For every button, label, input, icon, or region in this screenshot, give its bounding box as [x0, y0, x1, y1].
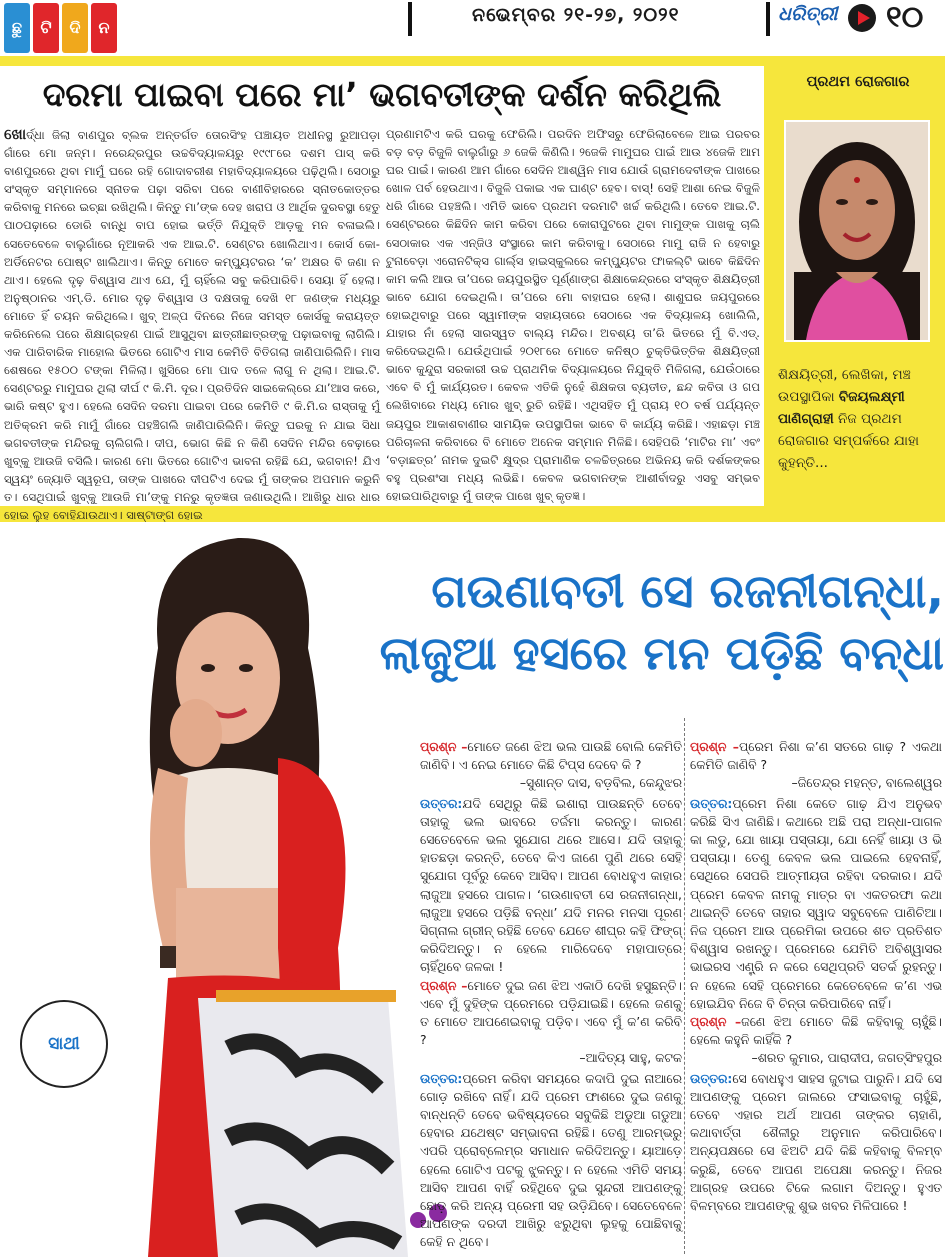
- question-text: ମୋତେ ଜଣେ ଝିଅ ଭଲ ପାଉଛି ବୋଲି କେମିତି ଜାଣିବି। ଏ ନେଇ ମୋତେ କିଛି ଟିପ୍ସ ଦେବେ କି ?: [420, 739, 682, 773]
- page-number: ୧୦: [886, 0, 924, 35]
- question-signature: –ଶରତ କୁମାର, ପାରାଦୀପ, ଜଗତ୍‌ସିଂହପୁର: [751, 1050, 942, 1066]
- page-header: [0, 0, 945, 56]
- answer-label: ଉତ୍ତର:: [420, 1070, 463, 1086]
- column-1-text: ର୍ଦ୍ଧା ଜିଲା ବାଣପୁର ବ୍ଲକ ଅନ୍ତର୍ଗତ ତୋରସିଂହ ପଞ୍ଚାୟତ ଅଧୀନସ୍ଥ ରୁଆପଡ଼ା ଗାଁରେ ମୋ ଜନ୍ମ। ନରେନ୍ଦ୍ରପୁର ଉଚ୍ଚବିଦ୍ୟାଳୟରୁ ୧୯୯୮ରେ ଦଶମ ପାସ୍ କରି ବାଣପୁରରେ ଥିବା ମାମୁଁ ଘରେ ରହି ଗୋଦାବରୀଶ ମହାବିଦ୍ୟାଳୟରେ ପଢ଼ିଥିଲି। ସେଠାରୁ ସଂସ୍କୃତ ସମ୍ମାନରେ ସ୍ନାତକ ପଢ଼ା ସରିବା ପରେ ବାଣୀବିହାରରେ ସ୍ନାତକୋତ୍ତର କରିବାକୁ ମନରେ ଇଚ୍ଛା ରଖିଥିଲି। କିନ୍ତୁ ମା’ଙ୍କ ଦେହ ଖରାପ ଓ ଆର୍ଥିକ ଦୁରବସ୍ଥା ହେତୁ ପାଠପଢ଼ାରେ ଡୋରି ବାନ୍ଧି ବାପ ହୋଇ ଭର୍ତ୍ତି ନିଯୁକ୍ତି ଆଡ଼କୁ ମନ ବଳାଇଲି। ସେତେବେଳେ ବାଲୁଗାଁରେ ନୂଆକରି ଏକ ଆଇ.ଟି. ସେଣ୍ଟର ଖୋଲିଥାଏ। କୋର୍ସ କୋ-ଅର୍ଡିନେଟର ପୋଷ୍ଟ ଖାଲିଥାଏ। କିନ୍ତୁ ମୋତେ କମ୍ପ୍ୟୁଟରର ‘କ’ ଅକ୍ଷର ବି ଜଣା ନ ଥାଏ। ହେଲେ ଦୃଢ଼ ବିଶ୍ୱାସ ଥାଏ ଯେ, ମୁଁ ଚାହିଁଲେ ସବୁ କରିପାରିବି। ସେୟା ହିଁ ହେଲା। ଅନୁଷ୍ଠାନର ଏମ୍.ଡି. ମୋର ଦୃଢ଼ ବିଶ୍ୱାସ ଓ ଦକ୍ଷତାକୁ ଦେଖି ୧୮ ଜଣଙ୍କ ମଧ୍ୟରୁ ମୋତେ ହିଁ ଚୟନ କରିଥିଲେ। ଖୁବ୍ ଅଳ୍ପ ଦିନରେ ନିଜେ ସମସ୍ତ କୋର୍ସକୁ କରାୟତ୍ତ କରିନେଲେ ପରେ ଶିକ୍ଷାଗ୍ରହଣ ପାଇଁ ଆସୁଥିବା ଛାତ୍ରୀଛାତ୍ରଙ୍କୁ ପଢ଼ାଇବାକୁ ଲାଗିଲି। ଏକ ପାରିବାରିକ ମାହୋଲ ଭିତରେ ଗୋଟିଏ ମାସ କେମିତି ବିତିଗଲା ଜାଣିପାରିଲିନି। ମାସ ଶେଷରେ ୧୫୦୦ ଟଙ୍କା ମିଳିଲା। ଖୁସିରେ ମୋ ପାଦ ତଳେ ଲାଗୁ ନ ଥିଲା। ଆଇ.ଟି. ସେଣ୍ଟରରୁ ମାମୁଘର ଥିଲା ଦୀର୍ଘ ୯ କି.ମି. ଦୂର। ପ୍ରତିଦିନ ସାଇକେଲ୍‌ରେ ଯା’ଆସ କରେ, ଭାରି କଷ୍ଟ ହୁଏ। ହେଲେ ସେଦିନ ଦରମା ପାଇବା ପରେ କେମିତି ୯ କି.ମି.ର ରାସ୍ତାକୁ ମୁଁ ଅତିକ୍ରମ କରି ମାମୁଁ ଗାଁରେ ପହଞ୍ଚିଗଲି ଜାଣିପାରିଲିନି। କିନ୍ତୁ ଘରକୁ ନ ଯାଇ ସିଧା ଭଗବତୀଙ୍କ ମନ୍ଦିରକୁ ଚାଲିଗଲି। ଦୀପ, ଭୋଗ କିଛି ନ କିଣି ସେଦିନ ମନ୍ଦିର ବେଢ଼ାରେ ଖୁବ୍‌କୁ ଆଉଜି ବସିଲି। କାରଣ ମୋ ଭିତରେ ଗୋଟିଏ ଭାବନା ରହିଛି ଯେ, ଭଗବାନ! ଯିଏ ସ୍ୱୟଂ ଜ୍ୟୋତି ସ୍ୱରୂପ, ତାଙ୍କ ପାଖରେ ଦୀପଟିଏ ଦେଇ ମୁଁ ତାଙ୍କର ଅପମାନ କରୁନି ତ। ସେଥିପାଇଁ ଖୁବ୍‌କୁ ଆଉଜି ମା’ଙ୍କୁ ମନରୁ କୃତଜ୍ଞତା ଜଣାଉଥିଲି। ଆଖିରୁ ଧାର ଧାର ହୋଇ ଲୁହ ବୋହିଯାଉଥାଏ। ସାଷ୍ଟାଙ୍ଗ ହୋଇ: [4, 128, 380, 522]
- answer: [690, 795, 942, 1013]
- author-photo: [786, 122, 928, 340]
- question-text: ମୋତେ ଦୁଇ ଜଣ ଝିଅ ଏକାଠି ଦେଖି ହସୁଛନ୍ତି। ଏବେ ମୁଁ ଦୁହିଙ୍କ ପ୍ରେମରେ ପଡ଼ିଯାଇଛି। ହେଲେ ଜଣକୁ ତ ମୋତେ ଆପଣେଇବାକୁ ପଡ଼ିବ। ଏବେ ମୁଁ କ’ଣ କରିବି ?: [420, 977, 682, 1048]
- dropcap: ଖୋ: [4, 125, 27, 143]
- answer-label: ଉତ୍ତର:: [690, 1070, 733, 1086]
- column-divider: [684, 718, 685, 1254]
- answer-label: ଉତ୍ତର:: [420, 795, 463, 811]
- answer-text: ପ୍ରେମ ନିଶା କେତେ ଗାଢ଼ ଯିଏ ଅନୁଭବ କରିଛି ସିଏ ଜାଣିଛି। କଥାରେ ଅଛି ପରା ଅନ୍ଧା-ପାଗଳ କା ଲଡୁ, ଯୋ ଖାୟା ପସ୍ତାୟା, ଯୋ ନେହିଁ ଖାୟା ଓ ଭି ପସ୍ତାୟା। ତେଣୁ କେବଳ ଭଲ ପାଇଲେ ହେବନାହିଁ, ସେଥିରେ ସେପରି ଆତ୍ମୀୟତା ରହିବା ଦରକାର। ଯଦି ପ୍ରେମ କେବଳ ନାମକୁ ମାତ୍ର ବା ଏକତରଫା କଥା ଥାଇନ୍ତି ତେବେ ତାହାର ସ୍ୱାଦ ସବୁବେଳେ ପାଣିଚିଆ। ନିଜ ପ୍ରେମ ଆଉ ପ୍ରେମିକା ଉପରେ ଶତ ପ୍ରତିଶତ ବିଶ୍ୱାସ ରଖନ୍ତୁ। ପ୍ରେମରେ ଯେମିତି ଅବିଶ୍ୱାସର ଭାଇରସ ଏଣ୍ଟ୍ରି ନ କରେ ସେଥିପ୍ରତି ସତର୍କ ରୁହନ୍ତୁ। ନ ହେଲେ ସେହି ପ୍ରେମରେ କେତେବେଳେ କ’ଣ ଏଭ ହୋଇଯିବ ନିଜେ ବି ଚିନ୍ତା କରିପାରିବେ ନାହିଁ।: [690, 795, 942, 1011]
- top-article-column-2: ପ୍ରଣାମଟିଏ କରି ଘରକୁ ଫେରିଲି। ପରଦିନ ଅଫିସରୁ ଫେରିଲାବେଳେ ଆଇ ପରବର ବଡ଼ ବଡ଼ ବିଜୁଳି ବାଲୁଗାଁରୁ ୬ ଜେକି କିଣିଲି। ୨ଜେକି ମାମୁଘର ପାଇଁ ଆଉ ୪ଜେକି ଆମ ଘର ପାଇଁ। କାରଣ ଆମ ଗାଁରେ ସେଦିନ ଆଶ୍ୱିନ ମାସ ଯୋଉଁ ଗ୍ରାମଦେବୀଙ୍କ ପାଖରେ ଖୋଳ ପର୍ବ ହେଉଥାଏ। ବିଜୁଳି ପକାଇ ଏକ ଘାଣ୍ଟ ହେବ। ବାସ୍! ସେହି ଆଶା ନେଇ ବିଜୁଳି ଧରି ଗାଁରେ ପହଞ୍ଚଲି। ଏମିତି ଭାବେ ପ୍ରଥମ ଦରମାଟି ଖର୍ଚ୍ଚ କରିଥିଲି। ତେବେ ଆଇ.ଟି. ସେଣ୍ଟରରେ କିଛିଦିନ କାମ କରିବା ପରେ କୋରାପୁଟରେ ଥିବା ମାମୁଙ୍କ ପାଖକୁ ଚାଲି ସେଠାକାର ଏକ ଏନ୍‌ଜିଓ ସଂସ୍ଥାରେ କାମ କରିବାକୁ। ସେଠାରେ ମାମୁ ରାଜି ନ ହେବାରୁ ଟୁନାବେଡ଼ା ଏରୋନଟିକ୍ସ ଗାର୍ଲ୍ସ ହାଇସ୍କୁଲରେ କମ୍ପ୍ୟୁଟର ଫାକଲ୍ଟି ଭାବେ କିଛିଦିନ କାମ କଲି ଆଉ ତା’ପରେ ଜୟପୁରସ୍ଥିତ ପୂର୍ଣ୍ଣାଙ୍ଗ ଶିକ୍ଷାକେନ୍ଦ୍ରରେ ସଂସ୍କୃତ ଶିକ୍ଷୟିତ୍ରୀ ଭାବେ ଯୋଗ ଦେଇଥିଲି। ତା’ପରେ ମୋ ବାହାଘର ହେଲା। ଶାଶୁଘର ଜୟପୁରରେ ହୋଇଥିବାରୁ ପରେ ସ୍ୱାମୀଙ୍କ ସହାୟତାରେ ସେଠାରେ ଏକ ବିଦ୍ୟାଳୟ ଖୋଲିଲି, ଯାହାର ନାଁ ହେଲା ସାରସ୍ୱତ ବାଲ୍ୟ ମନ୍ଦିର। ଅବଶ୍ୟ ତା’ରି ଭିତରେ ମୁଁ ବି.ଏଡ୍. କରିଦେଇଥିଲି। ଯେଉଁଥିପାଇଁ ୨୦୧୮ରେ ମୋତେ କନିଷ୍ଠ ଚୁକ୍ତିଭିତ୍ତିକ ଶିକ୍ଷୟିତ୍ରୀ ଭାବେ କୁନ୍ଦୁରା ସରକାରୀ ଉଚ୍ଚ ପ୍ରାଥମିକ ବିଦ୍ୟାଳୟରେ ନିଯୁକ୍ତି ମିଳିଗଲା, ଯେଉଁଠାରେ ଏବେ ବି ମୁଁ କାର୍ଯ୍ୟରତ। କେବଳ ଏତିକି ନୁହେଁ ଶିକ୍ଷକତା ବ୍ୟତୀତ, ଛନ୍ଦ କବିତା ଓ ଗପ ଲେଖିବାରେ ମଧ୍ୟ ମୋର ଖୁବ୍ ରୁଚି ରହିଛି। ଏଥିସହିତ ମୁଁ ପ୍ରାୟ ୧୦ ବର୍ଷ ପର୍ଯ୍ୟନ୍ତ ଜୟପୁର ଆକାଶବାଣୀର ସାମୟିକ ଉପସ୍ଥାପିକା ଭାବେ ବି କାର୍ଯ୍ୟ କରିଛି। ଏହାଛଡ଼ା ମଞ୍ଚ ପରିଚାଳନା କରିବାରେ ବି ମୋତେ ଅନେକ ସମ୍ମାନ ମିଳିଛି। ସେହିପରି ‘ମାଟିର ମା’ ଏବଂ ‘ବଡ଼ାଛତ୍ର’ ନାମକ ଦୁଇଟି କ୍ଷୁଦ୍ର ପ୍ରାମାଣିକ ଚଳଚ୍ଚିତ୍ରରେ ଅଭିନୟ କରି ଦର୍ଶକଙ୍କର ବହୁ ପ୍ରଶଂସା ମଧ୍ୟ ଲଭିଛି। କେବଳ ଭଗବାନଙ୍କ ଆଶୀର୍ବାଦରୁ ଏସବୁ ସମ୍ଭବ ହୋଇପାରିଥିବାରୁ ମୁଁ ତାଙ୍କ ପାଖେ ଖୁବ୍ କୃତଜ୍ଞ।: [386, 127, 760, 503]
- caption-outro: ନିଜ ପ୍ରଥମ ରୋଜଗାର ସମ୍ପର୍କରେ ଯାହା କୁହନ୍ତି...: [778, 411, 919, 471]
- brand-name: ଧରିତ୍ରୀ: [778, 3, 838, 25]
- header-divider: [408, 2, 412, 36]
- question: [690, 1013, 942, 1049]
- question: [690, 738, 942, 774]
- sathi-badge: ସାଥୀ: [20, 1000, 108, 1088]
- section-logo: [4, 3, 117, 53]
- answer: [420, 1070, 682, 1252]
- qa-column-1: [420, 738, 682, 1257]
- question: [420, 738, 682, 774]
- question-signature: –ଜିତେନ୍ଦ୍ର ମହନ୍ତ, ବାଲେଶ୍ୱର: [791, 775, 942, 791]
- qa-column-2: [690, 738, 942, 1257]
- answer: [690, 1070, 942, 1216]
- logo-letter: ଛୁ: [4, 3, 30, 53]
- issue-date: ନଭେମ୍ବର ୨୧-୨୭, ୨୦୨୧: [472, 4, 680, 26]
- answer-text: ଯଦି ସେଥିରୁ କିଛି ଇଶାରା ପାଉଛନ୍ତି ତେବେ ତାହାକୁ ଭଲ ଭାବରେ ତର୍ଜମା କରନ୍ତୁ। କାରଣ ସେତେବେଳେ ଭଲ ସୁଯୋଗ ଥରେ ଆସେ। ଯଦି ତାହାକୁ ହାତଛଡ଼ା କରନ୍ତି, ତେବେ କିଏ ଜାଣେ ପୁଣି ଥରେ ସେହି ସୁଯୋଗ ପୂର୍ବରୁ କେବେ ଆସିବ। ଆପଣ ବୋଧହୁଏ କାହାର ଲାଜୁଆ ହସରେ ପାଗଳ। ‘ଗଉଣାବତୀ ସେ ରଜନୀଗନ୍ଧା, ଲାଜୁଆ ହସରେ ପଡ଼ିଛି ବନ୍ଧା’ ଯଦି ମନର ମନସା ପୂରଣ ସିଗ୍‌ନାଲ ଗ୍ରୀନ୍ ରହିଛି ତେବେ ଯେତେ ଶୀଘ୍ର କହି ଫିଙ୍ଗ୍ କରିଦିଅନ୍ତୁ। ନ ହେଲେ ମାରିଦେବେ ମହାପାତ୍ରେ ଚାହିଁଥିବେ ଜଳକା !: [420, 795, 682, 975]
- header-divider: [766, 2, 770, 36]
- question-text: ଜଣେ ଝିଅ ମୋତେ କିଛି କହିବାକୁ ଚାହୁଁଛି। ହେଲେ କହୁନି କାହିଁକି ?: [690, 1014, 942, 1048]
- answer-text: ସେ ବୋଧହୁଏ ସାହସ ଜୁଟାଇ ପାରୁନି। ଯଦି ସେ ଆପଣଙ୍କୁ ପ୍ରେମ ଜାଲରେ ଫସାଇବାକୁ ଚାହୁଁଛି, ତେବେ ଏହାର ଅର୍ଥ ଆପଣ ତାଙ୍କର ଚାହାଣି, କଥାବାର୍ତ୍ତା ଶୈଳୀରୁ ଅନୁମାନ କରିପାରିବେ। ଅନ୍ୟପକ୍ଷରେ ସେ ଝିଅଟି ଯଦି କିଛି କହିବାକୁ ବିଳମ୍ବ କରୁଛି, ତେବେ ଆପଣ ଅପେକ୍ଷା କରନ୍ତୁ। ନିଜର ଆଗ୍ରହ ଉପରେ ଟିକେ ଲଗାମ ଦିଅନ୍ତୁ। ହୁଏତ ବିଳମ୍ବରେ ଆପଣଙ୍କୁ ଶୁଭ ଖବର ମିଳିପାରେ !: [690, 1070, 942, 1214]
- feature-title-line-1: ଗଉଣାବତୀ ସେ ରଜନୀଗନ୍ଧା,: [431, 564, 944, 618]
- section-label: ପ୍ରଥମ ରୋଜଗାର: [806, 74, 910, 90]
- caption-intro: ଶିକ୍ଷୟିତ୍ରୀ, ଲେଖିକା, ମଞ୍ଚ ଉପସ୍ଥାପିକା: [778, 367, 911, 405]
- feature-title-line-2: ଲାଜୁଆ ହସରେ ମନ ପଡ଼ିଛି ବନ୍ଧା: [379, 626, 944, 680]
- question-text: ପ୍ରେମ ନିଶା କ’ଣ ସତରେ ଗାଢ଼ ? ଏକଥା କେମିତି ଜାଣିବି ?: [690, 739, 942, 773]
- question-label: ପ୍ରଶ୍ନ –: [690, 1014, 742, 1030]
- answer-text: ପ୍ରେମ କରିବା ସମୟରେ କଦାପି ଦୁଇ ନାଆରେ ଗୋଡ଼ ରଖିବେ ନାହିଁ। ଯଦି ପ୍ରେମ ଫାଶରେ ଦୁଇ ଜଣକୁ ବାନ୍ଧନ୍ତି ତେବେ ଭବିଷ୍ୟତରେ ସବୁକିଛି ଅଡୁଆ ଗଡୁଆ ହେବାର ଯଥେଷ୍ଟ ସମ୍ଭାବନା ରହିଛି। ତେଣୁ ଆରମ୍ଭରୁ ଏପରି ପ୍ରୋବ୍ଲେମ୍‌ର ସମାଧାନ କରିଦିଅନ୍ତୁ। ୟାଆଡ଼େ ହେଲେ ଗୋଟିଏ ପଟକୁ ଝୁକନ୍ତୁ। ନ ହେଲେ ଏମିତି ସମୟ ଆସିବ ଆପଣ ବାହିଁ ରହିଥିବେ ଦୁଇ ସୁନ୍ଦରୀ ଆପଣଙ୍କୁ ଛୋଡ଼ କରି ଅନ୍ୟ ପ୍ରେମୀ ସହ ଉଡ଼ିଯିବେ। ସେତେବେଳେ ଆପଣଙ୍କ ଦରଦୀ ଆଖିରୁ ଝରୁଥିବା ଲୁହକୁ ପୋଛିବାକୁ କେହି ନ ଥିବେ।: [420, 1070, 682, 1250]
- question-signature: –ଆଦିତ୍ୟ ସାହୁ, କଟକ: [579, 1050, 682, 1066]
- logo-letter: ନ: [91, 3, 117, 53]
- question: [420, 977, 682, 1050]
- logo-letter: ଦି: [62, 3, 88, 53]
- author-name: ବିଜୟଲକ୍ଷ୍ମୀ ପାଣିଗ୍ରାହୀ: [778, 389, 905, 427]
- question-label: ପ୍ରଶ୍ନ –: [420, 739, 468, 754]
- top-article-headline: ଦରମା ପାଇବା ପରେ ମା’ ଭଗବତୀଙ୍କ ଦର୍ଶନ କରିଥିଲି: [42, 75, 722, 114]
- play-icon: [848, 4, 876, 32]
- answer: [420, 795, 682, 977]
- question-label: ପ୍ରଶ୍ନ –: [420, 977, 468, 993]
- author-portrait-image: [786, 122, 928, 340]
- author-caption: [778, 364, 940, 474]
- question-signature: –ସୁଶାନ୍ତ ଦାସ, ବଡ଼ବିଲ, କେନ୍ଦୁଝର: [519, 775, 682, 791]
- logo-letter: ଟି: [33, 3, 59, 53]
- answer-label: ଉତ୍ତର:: [690, 795, 733, 811]
- question-label: ପ୍ରଶ୍ନ –: [690, 739, 739, 754]
- top-article-column-1: [4, 125, 380, 522]
